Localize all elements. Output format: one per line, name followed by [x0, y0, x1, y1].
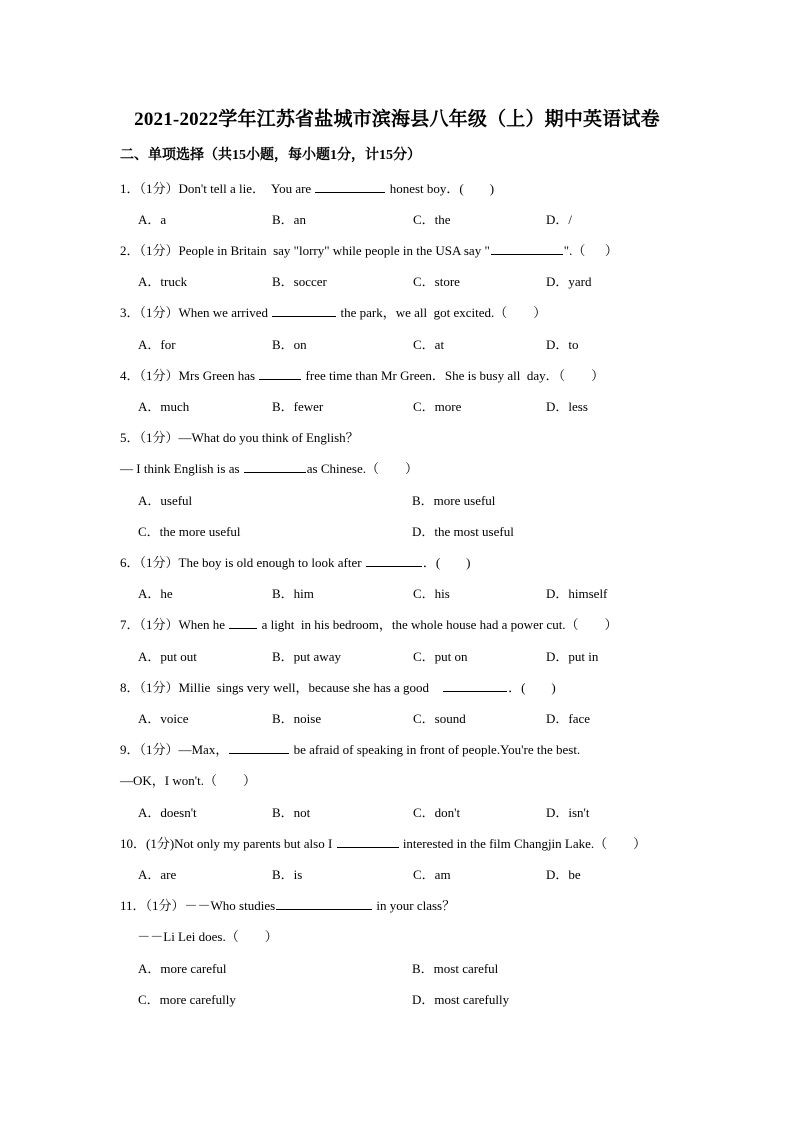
question-5-response: — I think English is as as Chinese.（ ）: [120, 461, 418, 476]
answer-blank: [259, 367, 301, 380]
option-c: C．more carefully: [138, 992, 236, 1007]
answer-blank: [229, 616, 257, 629]
option-a: A．he: [138, 586, 173, 601]
option-a: A．are: [138, 867, 177, 882]
option-a: A．doesn't: [138, 805, 197, 820]
option-a: A．for: [138, 337, 176, 352]
option-b: B．more useful: [412, 493, 496, 508]
option-c: C．the: [413, 212, 451, 227]
question-3: 3．（1分）When we arrived the park，we all got excited.（ ）: [120, 305, 547, 320]
answer-blank: [229, 741, 289, 754]
question-10: 10．(1分)Not only my parents but also I interested in the film Changjin Lake.（ ）: [120, 836, 647, 851]
option-d: D．put in: [546, 649, 599, 664]
answer-blank: [276, 897, 372, 910]
option-d: D．be: [546, 867, 581, 882]
option-b: B．him: [272, 586, 314, 601]
option-d: D．isn't: [546, 805, 590, 820]
question-9: 9．（1分）—Max， be afraid of speaking in front of people.You're the best.: [120, 742, 581, 757]
answer-blank: [272, 304, 336, 317]
answer-blank: [315, 180, 385, 193]
option-c: C．don't: [413, 805, 461, 820]
option-b: B．on: [272, 337, 307, 352]
option-b: B．not: [272, 805, 311, 820]
answer-blank: [366, 554, 422, 567]
question-5: 5．（1分）—What do you think of English？: [120, 430, 359, 445]
option-b: B．fewer: [272, 399, 324, 414]
option-a: A．truck: [138, 274, 188, 289]
option-d: D．less: [546, 399, 588, 414]
option-c: C．store: [413, 274, 460, 289]
question-2: 2．（1分）People in Britain say "lorry" while people in the USA say " ".（ ）: [120, 243, 618, 258]
option-d: D．yard: [546, 274, 592, 289]
option-b: B．soccer: [272, 274, 327, 289]
page-title: 2021-2022学年江苏省盐城市滨海县八年级（上）期中英语试卷: [134, 109, 660, 130]
option-b: B．most careful: [412, 961, 499, 976]
option-d: D．himself: [546, 586, 608, 601]
question-4: 4．（1分）Mrs Green has free time than Mr Green．She is busy all day．（ ）: [120, 368, 605, 383]
option-b: B．put away: [272, 649, 341, 664]
answer-blank: [337, 835, 399, 848]
option-c: C．am: [413, 867, 451, 882]
option-a: A．useful: [138, 493, 193, 508]
option-c: C．put on: [413, 649, 468, 664]
option-a: A．a: [138, 212, 167, 227]
option-c: C．his: [413, 586, 450, 601]
answer-blank: [244, 460, 306, 473]
question-9-response: —OK，I won't.（ ）: [120, 773, 256, 788]
option-b: B．an: [272, 212, 306, 227]
question-11: 11．（1分）－－Who studies in your class？: [120, 898, 456, 913]
option-a: A．much: [138, 399, 190, 414]
option-a: A．more careful: [138, 961, 227, 976]
option-b: B．is: [272, 867, 303, 882]
option-c: C．at: [413, 337, 445, 352]
option-b: B．noise: [272, 711, 322, 726]
option-d: D．to: [546, 337, 579, 352]
option-c: C．more: [413, 399, 462, 414]
question-8: 8．（1分）Millie sings very well，because she has a good ．( ): [120, 680, 556, 695]
option-c: C．the more useful: [138, 524, 241, 539]
option-d: D．most carefully: [412, 992, 510, 1007]
answer-blank: [491, 242, 563, 255]
option-c: C．sound: [413, 711, 466, 726]
option-d: D．the most useful: [412, 524, 514, 539]
question-6: 6．（1分）The boy is old enough to look after ．( ): [120, 555, 471, 570]
option-d: D．/: [546, 212, 573, 227]
section-heading: 二、单项选择（共15小题，每小题1分，计15分）: [120, 148, 421, 163]
question-1: 1．（1分）Don't tell a lie． You are honest boy．( ): [120, 181, 495, 196]
option-a: A．voice: [138, 711, 189, 726]
answer-blank: [443, 679, 507, 692]
option-a: A．put out: [138, 649, 197, 664]
question-7: 7．（1分）When he a light in his bedroom，the whole house had a power cut.（ ）: [120, 617, 618, 632]
option-d: D．face: [546, 711, 591, 726]
question-11-response: －－Li Lei does.（ ）: [134, 929, 278, 944]
